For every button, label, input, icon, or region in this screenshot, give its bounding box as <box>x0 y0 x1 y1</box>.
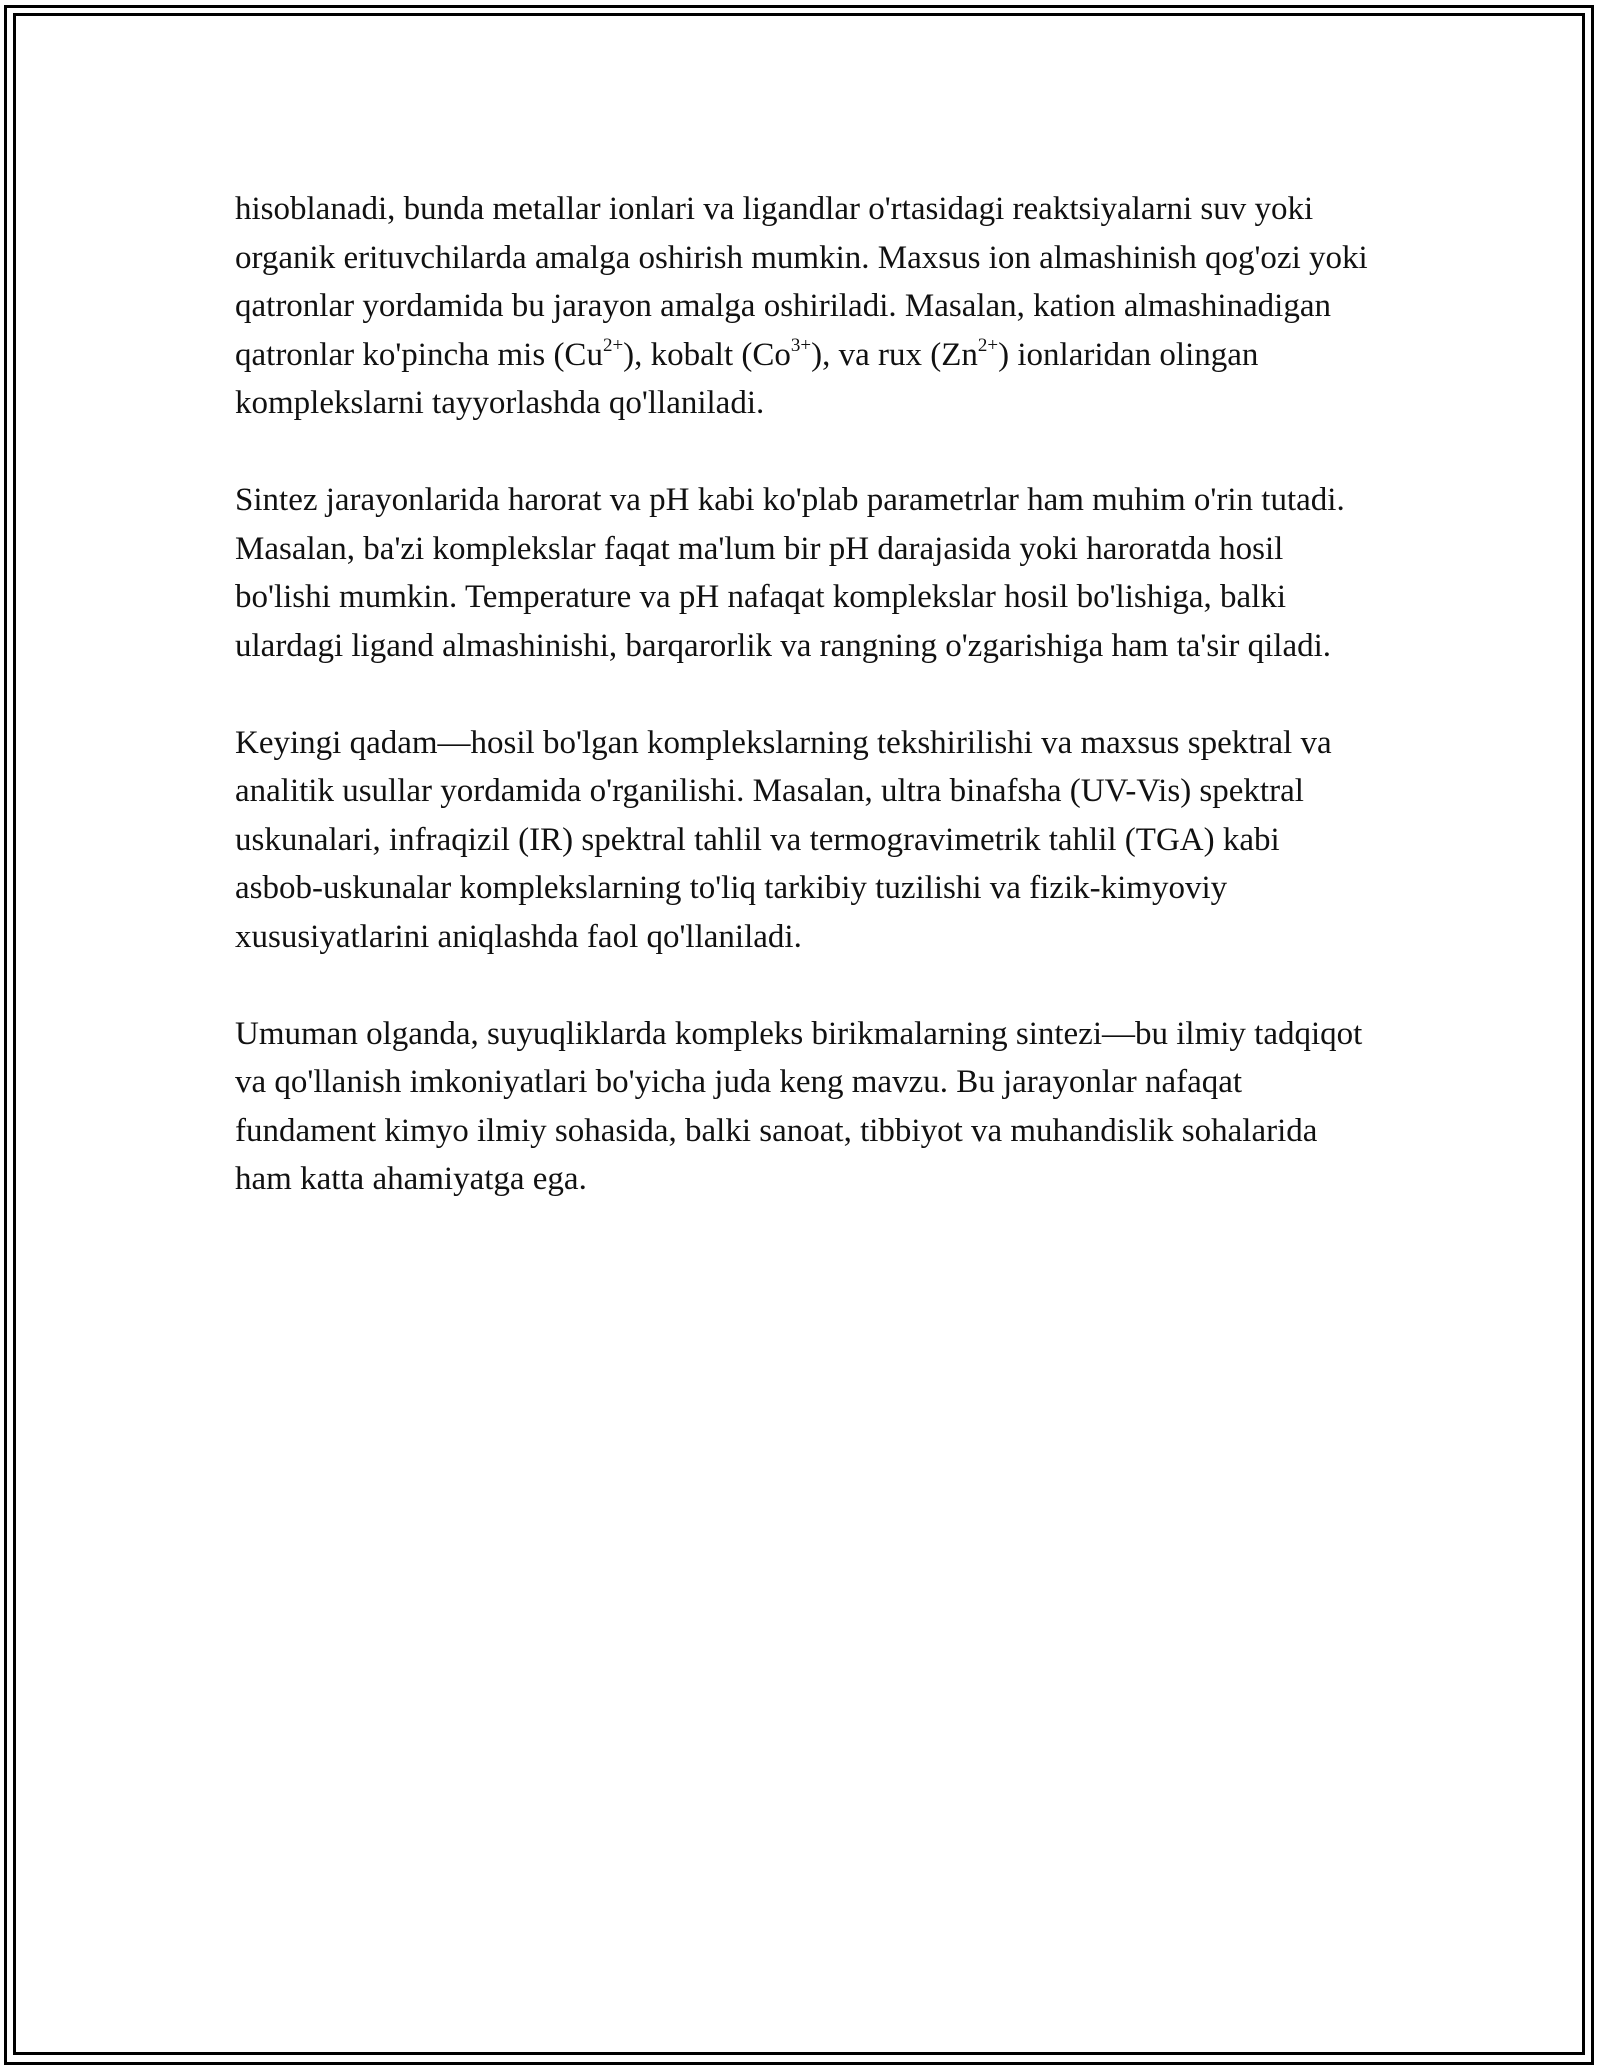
paragraph-conclusion: Umuman olganda, suyuqliklarda kompleks birikmalarning sintezi—bu ilmiy tadqiqot va qo'llanish imkoniyatlari bo'yicha juda keng mavzu. Bu jarayonlar nafaqat fundament kimyo ilmiy sohasida, balki sanoat, tibbiyot va muhandislik sohalarida ham katta ahamiyatga ega. <box>235 1015 1363 1197</box>
paragraph-text: hisoblanadi, bunda metallar ionlari va ligandlar o'rtasidagi reaktsiyalarni suv yoki organik erituvchilarda amalga oshirish mumkin. Maxsus ion almashinish qog'ozi yoki qatronlar yordamida bu jarayon amalga oshiriladi. Masalan, kation almashinadigan qatronlar ko'pincha mis (Cu <box>235 191 1368 373</box>
charge-superscript: 2+ <box>977 334 999 356</box>
paragraph-analysis: Keyingi qadam—hosil bo'lgan komplekslarning tekshirilishi va maxsus spektral va analitik usullar yordamida o'rganilishi. Masalan, ultra binafsha (UV-Vis) spektral uskunalari, infraqizil (IR) spektral tahlil va termogravimetrik tahlil (TGA) kabi asbob-uskunalar komplekslarning to'liq tarkibiy tuzilishi va fizik-kimyoviy xususiyatlarini aniqlashda faol qo'llaniladi. <box>235 724 1332 955</box>
charge-superscript: 3+ <box>790 334 812 356</box>
paragraph-text: ), kobalt (Co <box>623 336 791 373</box>
document-body <box>235 185 1370 1252</box>
charge-superscript: 2+ <box>602 334 624 356</box>
paragraph-temperature-ph: Sintez jarayonlarida harorat va pH kabi ko'plab parametrlar ham muhim o'rin tutadi. Masalan, ba'zi komplekslar faqat ma'lum bir pH darajasida yoki haroratda hosil bo'lishi mumkin. Temperature va pH nafaqat komplekslar hosil bo'lishiga, balki ulardagi ligand almashinishi, barqarorlik va rangning o'zgarishiga ham ta'sir qiladi. <box>235 482 1345 664</box>
paragraph-ion-exchange <box>235 185 1370 428</box>
paragraph-text: ), va rux (Zn <box>811 336 978 373</box>
paragraph-text: ) ionlaridan olingan komplekslarni tayyorlashda qo'llaniladi. <box>235 336 1259 421</box>
